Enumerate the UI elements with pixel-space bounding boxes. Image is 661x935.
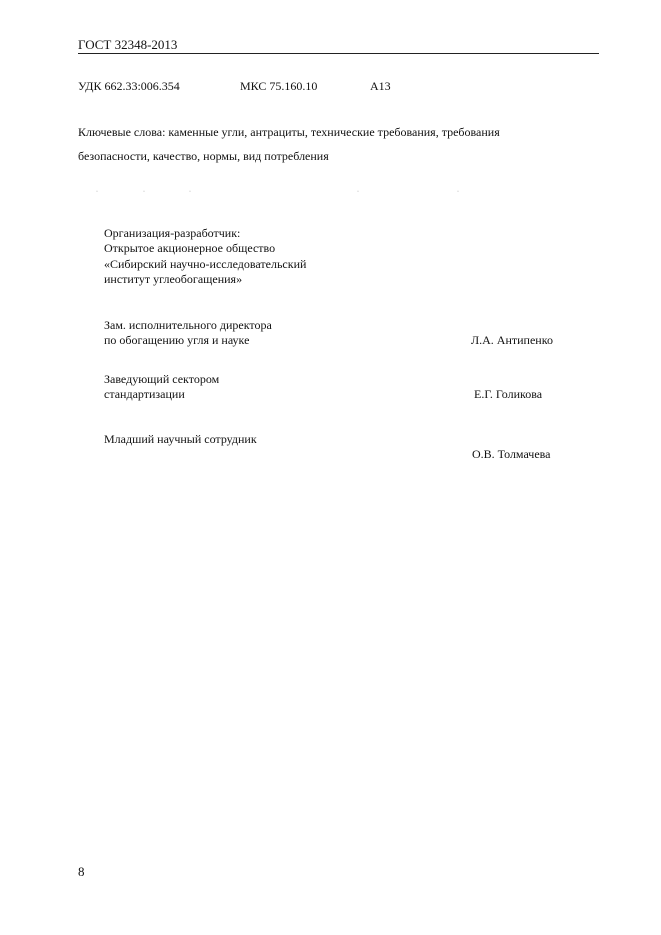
scan-speck: · (96, 189, 98, 195)
scan-speck: · (457, 189, 459, 195)
signatory-title-line-1: Заведующий сектором (104, 372, 220, 386)
scan-speck: · (357, 189, 359, 195)
signatory-title-line-1: Младший научный сотрудник (104, 432, 257, 446)
scan-speck: · (143, 189, 145, 195)
developer-line-1: Организация-разработчик: (104, 226, 241, 240)
standard-number: ГОСТ 32348-2013 (78, 37, 178, 52)
signatory-name: О.В. Толмачева (472, 447, 551, 461)
scan-speck: · (189, 189, 191, 195)
udk-code: УДК 662.33:006.354 (78, 79, 180, 93)
signatory-name: Е.Г. Голикова (474, 387, 543, 401)
keywords-line-1: Ключевые слова: каменные угли, антрациты, технические требования, требования (78, 125, 500, 139)
signatory-title-line-2: по обогащению угля и науке (104, 333, 250, 347)
developer-line-3: «Сибирский научно-исследовательский (104, 257, 307, 271)
signatory-name: Л.А. Антипенко (471, 333, 553, 347)
page-number: 8 (78, 864, 85, 879)
developer-line-2: Открытое акционерное общество (104, 241, 276, 255)
mks-code: МКС 75.160.10 (240, 79, 318, 93)
signatory-title-line-2: стандартизации (104, 387, 185, 401)
a-code: А13 (370, 79, 391, 93)
signatory-title-line-1: Зам. исполнительного директора (104, 318, 272, 332)
keywords-line-2: безопасности, качество, нормы, вид потребления (78, 149, 329, 163)
header-rule (78, 53, 599, 54)
developer-line-4: институт углеобогащения» (104, 272, 243, 286)
